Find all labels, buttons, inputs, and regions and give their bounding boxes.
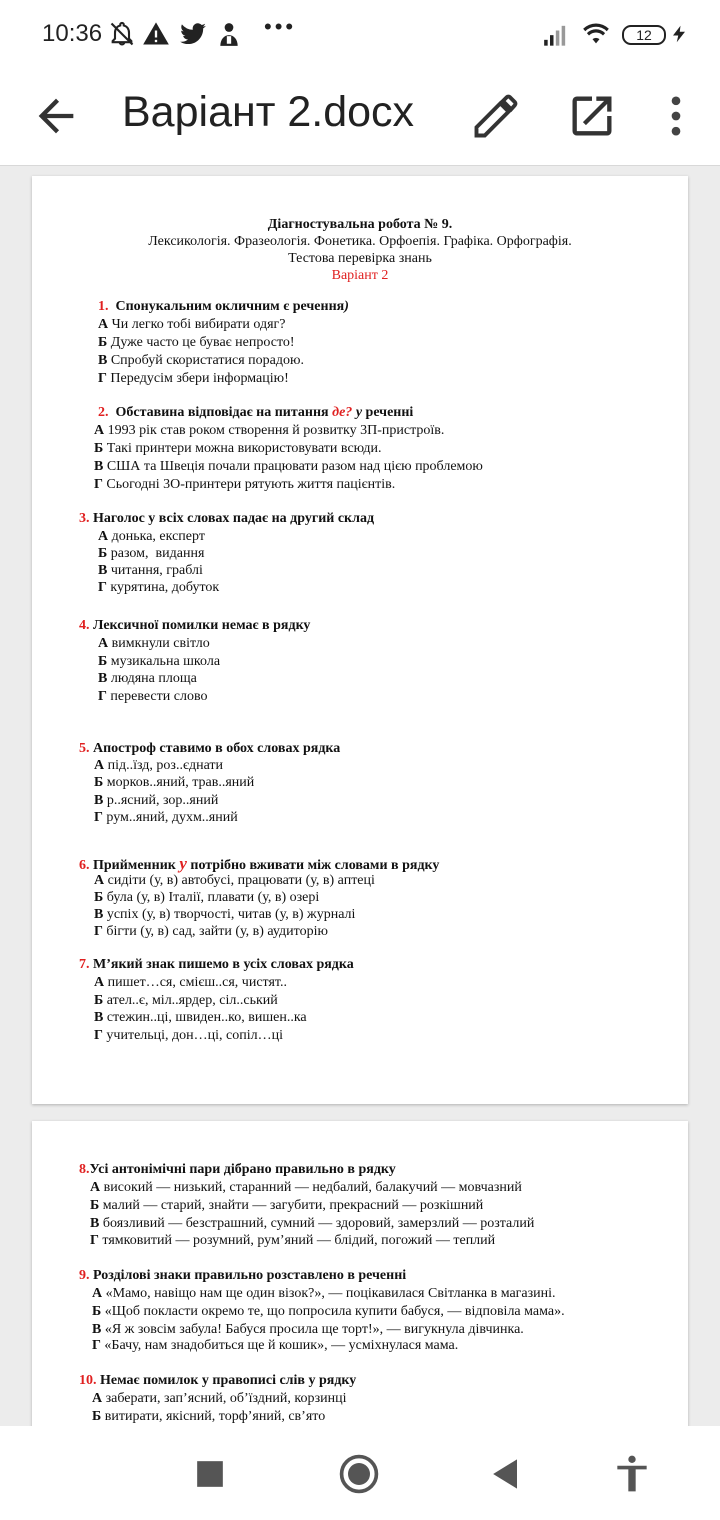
q3-option-c: В читання, граблі: [98, 563, 203, 578]
q5-option-d: Г рум..яний, духм..яний: [94, 810, 238, 825]
question-3: 3. Наголос у всіх словах падає на другий склад: [79, 511, 375, 526]
q3-option-a: А донька, експерт: [98, 529, 205, 544]
q8-option-b: Б малий — старий, знайти — загубити, прекрасний — розкішний: [90, 1198, 484, 1213]
status-bar: [0, 0, 720, 68]
more-vert-icon[interactable]: [650, 90, 702, 142]
q1-option-d: Г Передусім збери інформацію!: [98, 371, 289, 386]
back-icon[interactable]: [484, 1452, 528, 1496]
q1-option-b: Б Дуже часто це буває непросто!: [98, 335, 295, 350]
question-6: 6. Прийменник у потрібно вживати між словами в рядку: [79, 854, 440, 873]
q1-option-c: В Спробуй скористатися порадою.: [98, 353, 304, 368]
recent-apps-icon[interactable]: [188, 1452, 232, 1496]
doc-heading: Діагностувальна робота № 9.: [267, 217, 453, 232]
doc-variant: Варіант 2: [331, 268, 389, 283]
q7-option-c: В стежин..ці, швиден..ко, вишен..ка: [94, 1010, 307, 1025]
q2-option-c: В США та Швеція почали працювати разом над цією проблемою: [94, 459, 483, 474]
charging-icon: [670, 20, 688, 48]
signal-icon: [542, 20, 572, 48]
q3-option-d: Г курятина, добуток: [98, 580, 220, 595]
question-7: 7. М’який знак пишемо в усіх словах рядка: [79, 957, 354, 972]
q9-option-c: В «Я ж зовсім забула! Бабуся просила ще торт!», — вигукнула дівчинка.: [92, 1322, 524, 1337]
home-icon[interactable]: [337, 1452, 381, 1496]
q7-option-a: А пишет…ся, смієш..ся, чистят..: [94, 975, 287, 990]
navigation-bar: [0, 1426, 720, 1520]
q7-option-b: Б ател..є, міл..ярдер, сіл..ський: [94, 993, 278, 1008]
q6-option-a: А сидіти (у, в) автобусі, працювати (у, в) аптеці: [94, 873, 375, 888]
q3-option-b: Б разом, видання: [98, 546, 205, 561]
document-page-2: [32, 1121, 688, 1431]
q4-option-c: В людяна площа: [98, 671, 197, 686]
document-page-1: [32, 176, 688, 1104]
q9-option-d: Г «Бачу, нам знадобиться ще й кошик», — усміхнулася мама.: [92, 1338, 459, 1353]
doc-subheading: Лексикологія. Фразеологія. Фонетика. Орфоепія. Графіка. Орфографія.: [148, 234, 572, 249]
battery-level: 12: [622, 25, 666, 45]
q1-option-a: А Чи легко тобі вибирати одяг?: [98, 317, 286, 332]
question-8: 8.Усі антонімічні пари дібрано правильно в рядку: [79, 1162, 396, 1177]
q9-option-b: Б «Щоб покласти окремо те, що попросила купити бабуся, — відповіла мама».: [92, 1304, 565, 1319]
q6-option-d: Г бігти (у, в) сад, зайти (у, в) аудиторію: [94, 924, 328, 939]
question-1: 1. Спонукальним окличним є речення): [98, 299, 349, 314]
q4-option-a: А вимкнули світло: [98, 636, 210, 651]
notifications-off-icon: [108, 20, 136, 48]
q8-option-a: А високий — низький, старанний — недбалий, балакучий — мовчазний: [90, 1180, 522, 1195]
q10-option-b: Б витирати, якісний, торф’яний, св’ято: [92, 1409, 326, 1424]
doc-test-type: Тестова перевірка знань: [288, 251, 432, 266]
more-notifications-icon: •••: [264, 14, 297, 39]
app-bar: [0, 68, 720, 166]
back-arrow-icon[interactable]: [30, 90, 82, 142]
question-5: 5. Апостроф ставимо в обох словах рядка: [79, 741, 341, 756]
twitter-icon: [178, 20, 208, 48]
q2-option-d: Г Сьогодні 3О-принтери рятують життя пацієнтів.: [94, 477, 396, 492]
q2-option-b: Б Такі принтери можна використовувати всюди.: [94, 441, 382, 456]
q5-option-a: А під..їзд, роз..єднати: [94, 758, 224, 773]
q5-option-c: В р..ясний, зор..яний: [94, 793, 219, 808]
edit-pencil-icon[interactable]: [470, 90, 522, 142]
q7-option-d: Г учительці, дон…ці, сопіл…ці: [94, 1028, 284, 1043]
question-9: 9. Розділові знаки правильно розставлено в реченні: [79, 1268, 407, 1283]
wifi-icon: [580, 20, 612, 48]
open-external-icon[interactable]: [566, 90, 618, 142]
q4-option-b: Б музикальна школа: [98, 654, 221, 669]
q8-option-c: В боязливий — безстрашний, сумний — здоровий, замерзлий — розталий: [90, 1216, 535, 1231]
question-4: 4. Лексичної помилки немає в рядку: [79, 618, 311, 633]
accessibility-icon[interactable]: [610, 1452, 654, 1496]
question-10: 10. Немає помилок у правописі слів у рядку: [79, 1373, 357, 1388]
profile-app-icon: [216, 20, 242, 48]
q8-option-d: Г тямковитий — розумний, рум’яний — блідий, погожий — теплий: [90, 1233, 496, 1248]
q10-option-a: А заберати, зап’ясний, об’їздний, корзинці: [92, 1391, 347, 1406]
q9-option-a: А «Мамо, навіщо нам ще один візок?», — поцікавилася Світланка в магазині.: [92, 1286, 556, 1301]
q4-option-d: Г перевести слово: [98, 689, 208, 704]
q6-option-c: В успіх (у, в) творчості, читав (у, в) журналі: [94, 907, 356, 922]
q6-option-b: Б була (у, в) Італії, плавати (у, в) озері: [94, 890, 320, 905]
question-2: 2. Обставина відповідає на питання де? у реченні: [98, 405, 414, 420]
warning-icon: [142, 20, 170, 48]
status-time: 10:36: [42, 20, 103, 47]
q2-option-a: А 1993 рік став роком створення й розвитку 3П-пристроїв.: [94, 423, 445, 438]
document-title: Варіант 2.docx: [122, 88, 415, 136]
q5-option-b: Б морков..яний, трав..яний: [94, 775, 255, 790]
